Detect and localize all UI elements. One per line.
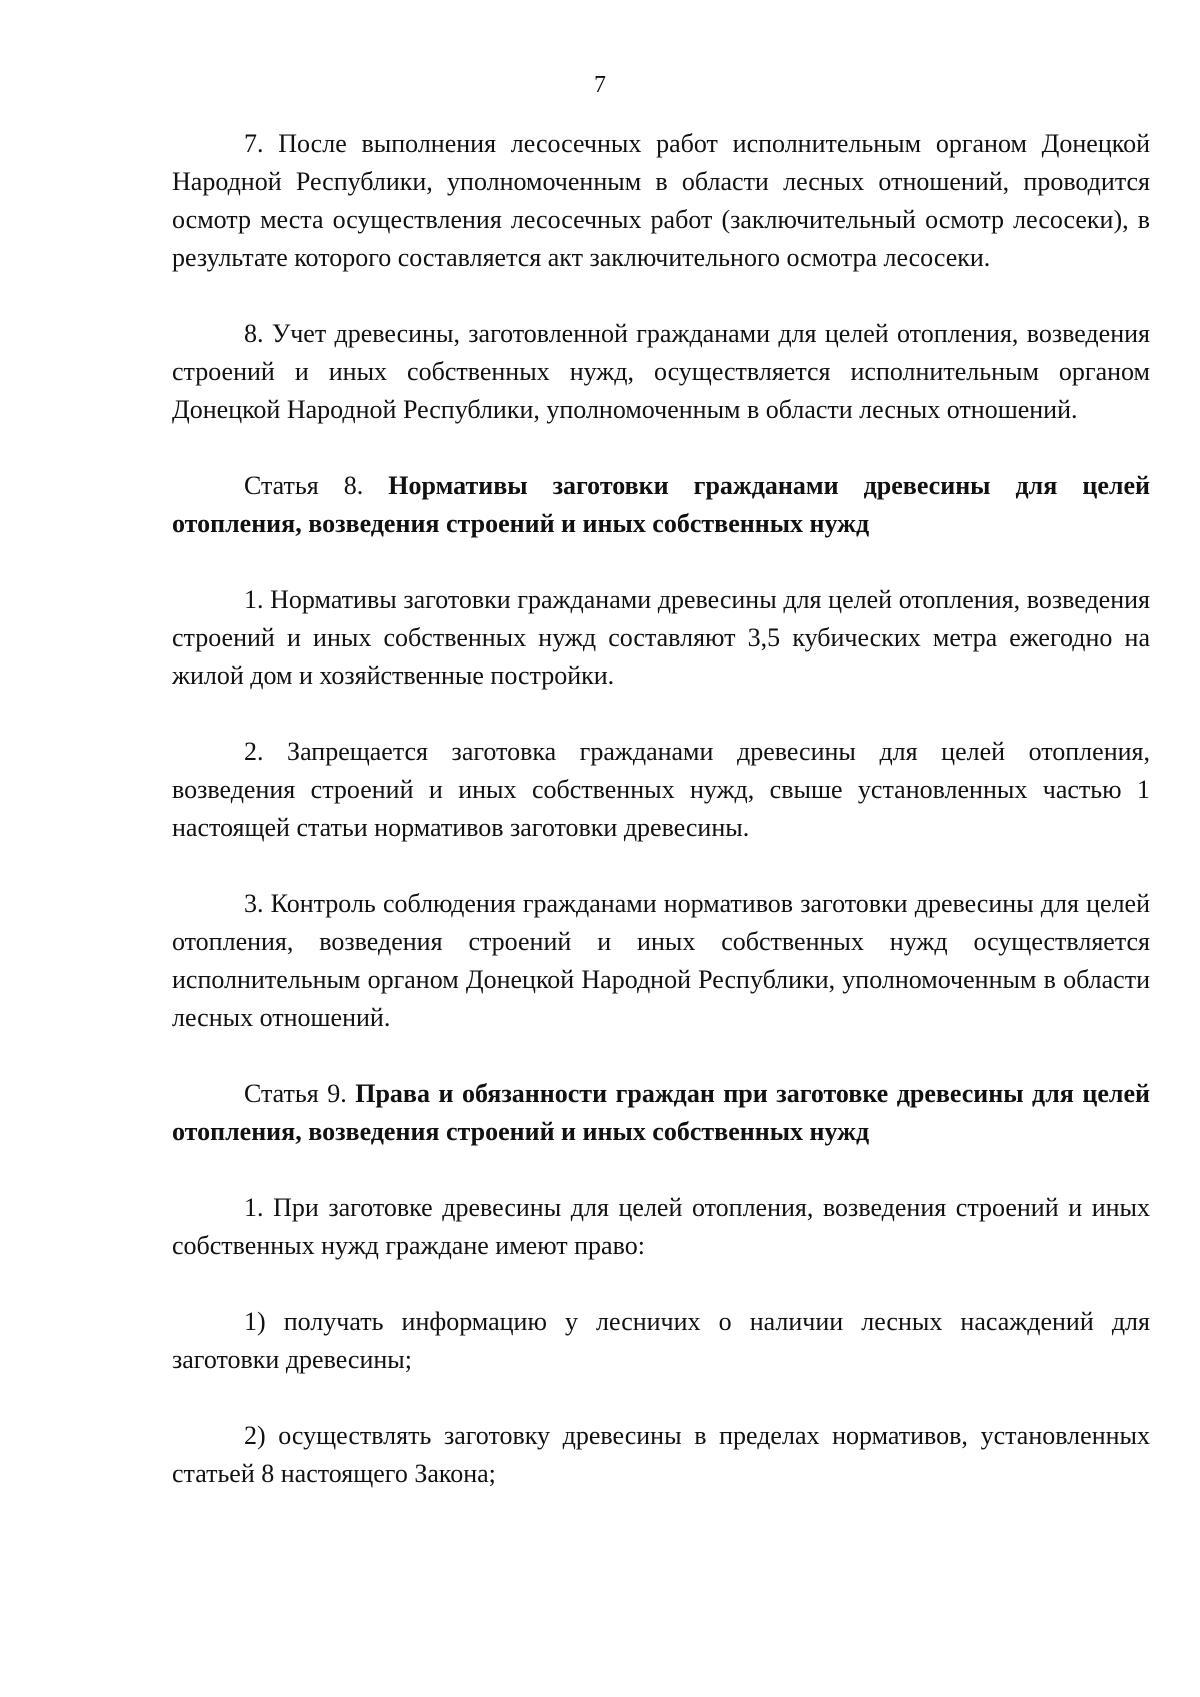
article-8-label: Статья 8. bbox=[244, 471, 389, 500]
page-number: 7 bbox=[594, 72, 606, 98]
article-9-item-1: 1) получать информацию у лесничих о наличии лесных насаждений для заготовки древесины; bbox=[172, 1307, 1150, 1374]
article-8-title: Нормативы заготовки гражданами древесины для целей отопления, возведения строений и иных собственных нужд bbox=[172, 471, 1150, 538]
article-9-label: Статья 9. bbox=[244, 1079, 356, 1108]
article-8-heading bbox=[172, 467, 1150, 543]
article-9-paragraph-1: 1. При заготовке древесины для целей отопления, возведения строений и иных собственных нужд граждане имеют право: bbox=[172, 1193, 1150, 1260]
article-8-paragraph-2: 2. Запрещается заготовка гражданами древесины для целей отопления, возведения строений и иных собственных нужд, свыше установленных частью 1 настоящей статьи нормативов заготовки древесины. bbox=[172, 737, 1150, 842]
article-8-paragraph-1: 1. Нормативы заготовки гражданами древесины для целей отопления, возведения строений и иных собственных нужд составляют 3,5 кубических метра ежегодно на жилой дом и хозяйственные постройки. bbox=[172, 585, 1150, 690]
article-9-heading bbox=[172, 1075, 1150, 1151]
document-body bbox=[172, 125, 1150, 1493]
article-9-item-2: 2) осуществлять заготовку древесины в пределах нормативов, установленных статьей 8 настоящего Закона; bbox=[172, 1421, 1150, 1488]
article-9-title: Права и обязанности граждан при заготовке древесины для целей отопления, возведения строений и иных собственных нужд bbox=[172, 1079, 1150, 1146]
article-8-paragraph-3: 3. Контроль соблюдения гражданами нормативов заготовки древесины для целей отопления, возведения строений и иных собственных нужд осуществляется исполнительным органом Донецкой Народной Республики, уполномоченным в области лесных отношений. bbox=[172, 889, 1150, 1032]
paragraph-8: 8. Учет древесины, заготовленной гражданами для целей отопления, возведения строений и иных собственных нужд, осуществляется исполнительным органом Донецкой Народной Республики, уполномоченным в области лесных отношений. bbox=[172, 319, 1150, 424]
paragraph-7: 7. После выполнения лесосечных работ исполнительным органом Донецкой Народной Республики, уполномоченным в области лесных отношений, проводится осмотр места осуществления лесосечных работ (заключительный осмотр лесосеки), в результате которого составляется акт заключительного осмотра лесосеки. bbox=[172, 129, 1150, 272]
